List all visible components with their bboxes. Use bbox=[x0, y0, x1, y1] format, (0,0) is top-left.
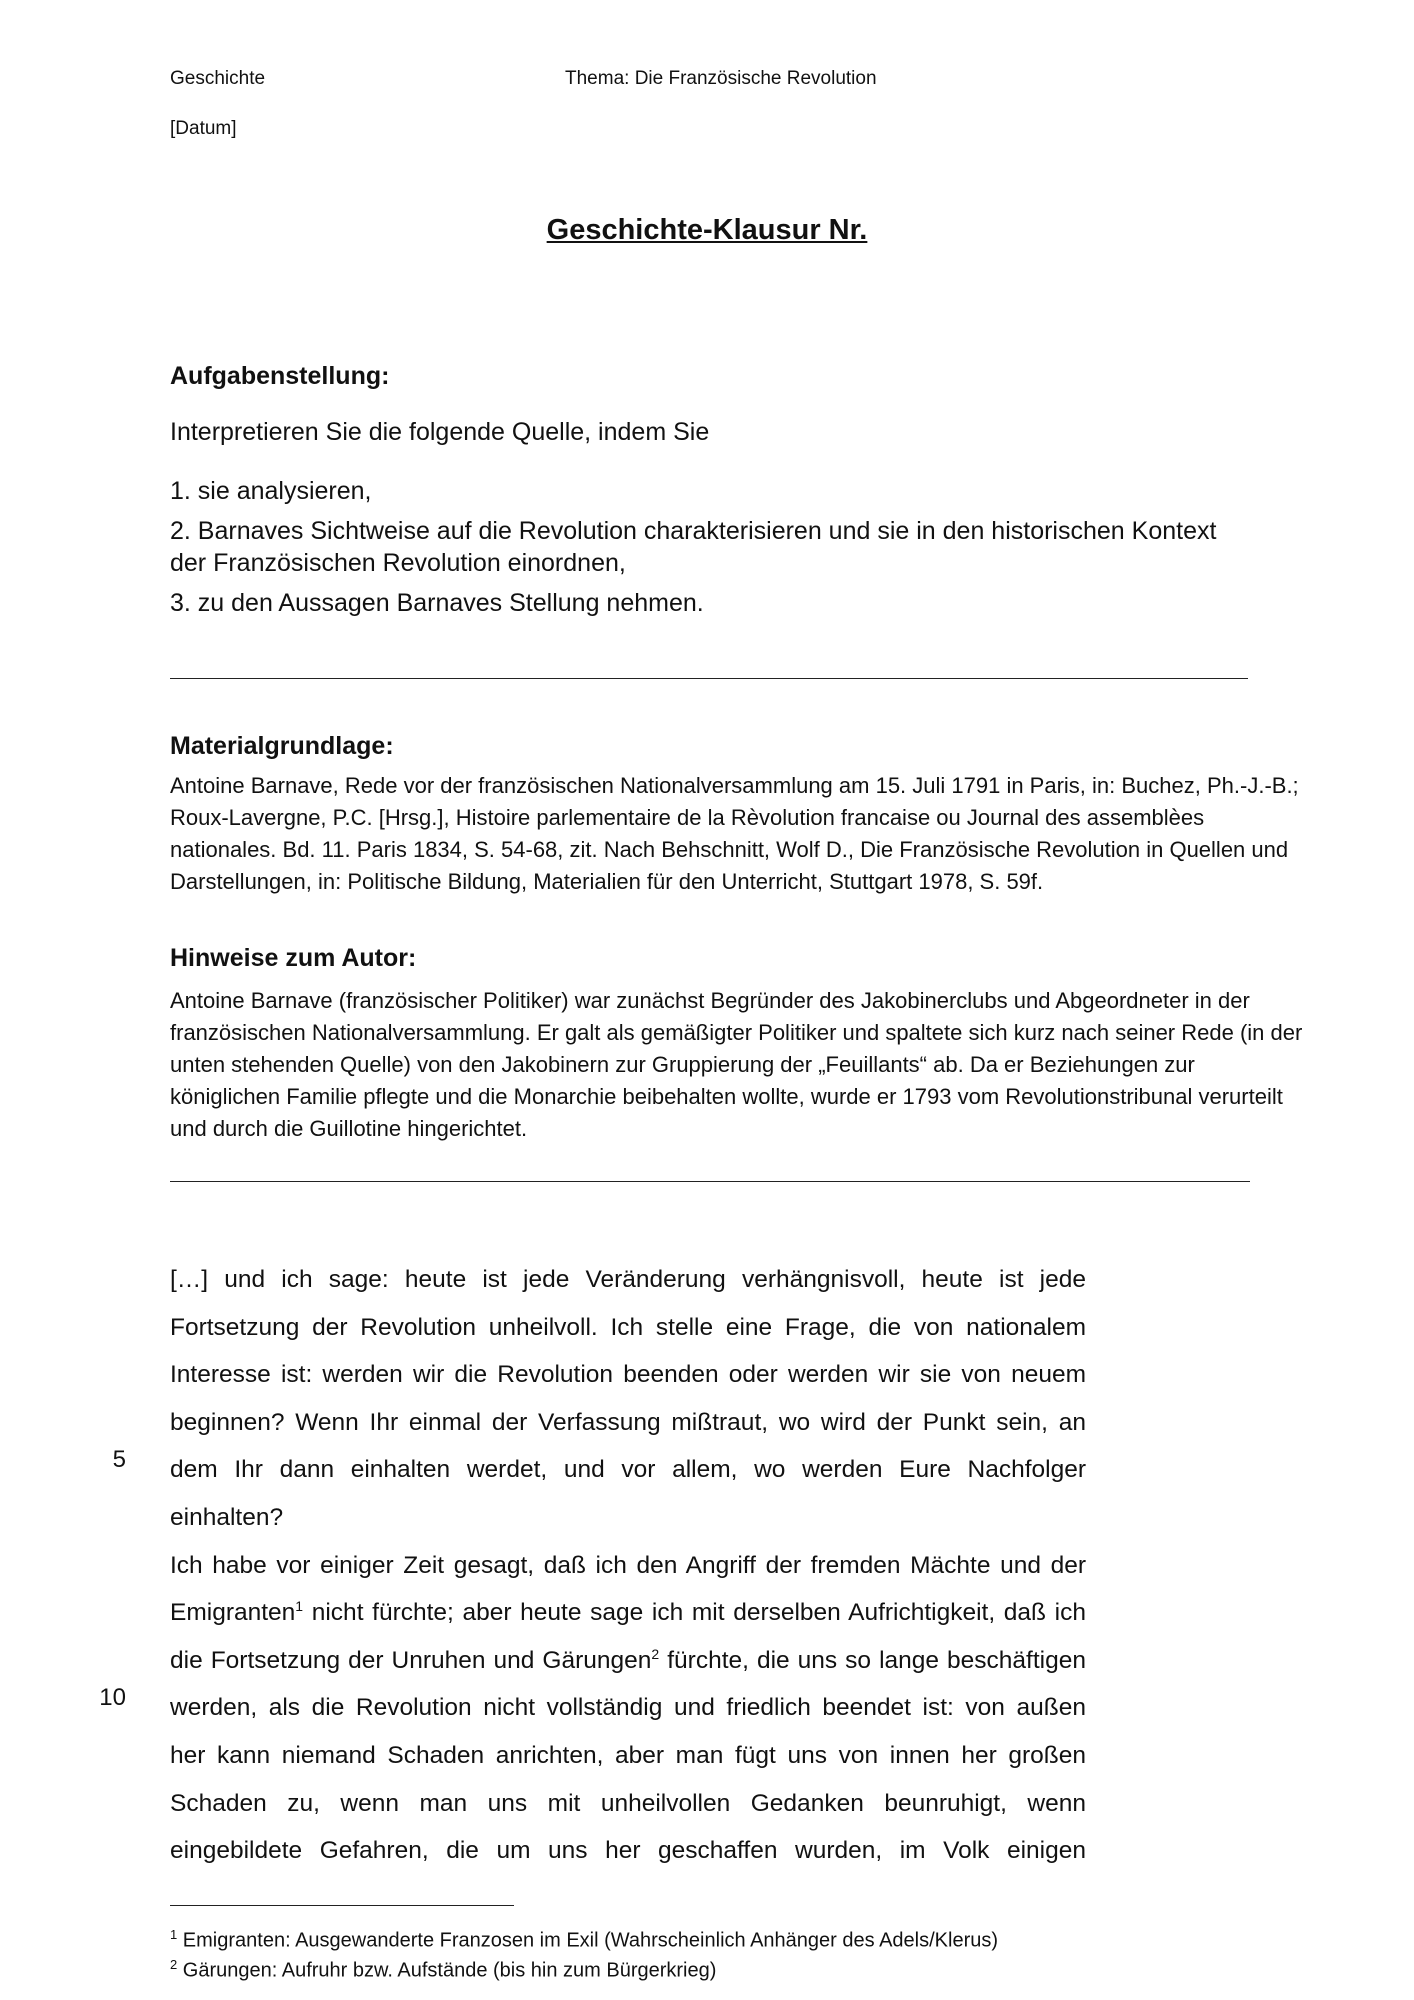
task-item-2: 2. Barnaves Sichtweise auf die Revolution charakterisieren und sie in den historischen Kontext der Französischen Revolution einordnen, bbox=[170, 517, 1217, 577]
line-number-5: 5 bbox=[112, 1446, 126, 1473]
footnote-mark-2: 2 bbox=[651, 1645, 660, 1662]
author-text: Antoine Barnave (französischer Politiker) war zunächst Begründer des Jakobinerclubs und Abgeordneter in der französischen Nationalversammlung. Er galt als gemäßigter Politiker und spaltete sich kurz nach seiner Rede (in der unten stehenden Quelle) von den Jakobinern zur Gruppierung der „Feuillants“ ab. Da er Beziehungen zur königlichen Familie pflegte und die Monarchie beibehalten wollte, wurde er 1793 vom Revolutionstribunal verurteilt und durch die Guillotine hingerichtet. bbox=[170, 988, 1303, 1141]
source-line: einhalten? bbox=[170, 1503, 284, 1531]
source-text bbox=[170, 1256, 1086, 1875]
source-line: werden, als die Revolution nicht vollständig und friedlich beendet ist: von außen bbox=[170, 1694, 1086, 1722]
source-line bbox=[170, 1589, 1086, 1637]
material-text: Antoine Barnave, Rede vor der französischen Nationalversammlung am 15. Juli 1791 in Paris, in: Buchez, Ph.-J.-B.; Roux-Lavergne, P.C. [Hrsg.], Histoire parlementaire de la Rèvolution francaise ou Journal des assemblèes nationales. Bd. 11. Paris 1834, S. 54-68, zit. Nach Behschnitt, Wolf D., Die Französische Revolution in Quellen und Darstellungen, in: Politische Bildung, Materialien für den Unterricht, Stuttgart 1978, S. 59f. bbox=[170, 773, 1299, 894]
source-line: beginnen? Wenn Ihr einmal der Verfassung mißtraut, wo wird der Punkt sein, an bbox=[170, 1408, 1086, 1436]
header-topic: Thema: Die Französische Revolution bbox=[565, 68, 877, 89]
footnote-mark-1: 1 bbox=[295, 1598, 304, 1614]
footnote-1-text: Emigranten: Ausgewanderte Franzosen im Exil (Wahrscheinlich Anhänger des Adels/Klerus) bbox=[177, 1929, 999, 1952]
source-line: her kann niemand Schaden anrichten, aber man fügt uns von innen her großen bbox=[170, 1741, 1086, 1769]
author-heading: Hinweise zum Autor: bbox=[170, 944, 417, 972]
task-item-3: 3. zu den Aussagen Barnaves Stellung nehmen. bbox=[170, 589, 704, 617]
task-heading: Aufgabenstellung: bbox=[170, 362, 390, 390]
line-number-10: 10 bbox=[99, 1684, 126, 1711]
footnote-divider bbox=[170, 1905, 514, 1906]
source-line-part: die Fortsetzung der Unruhen und Gärungen bbox=[170, 1646, 652, 1674]
source-line: Fortsetzung der Revolution unheilvoll. Ich stelle eine Frage, die von nationalem bbox=[170, 1313, 1086, 1341]
source-line: Schaden zu, wenn man uns mit unheilvollen Gedanken beunruhigt, wenn bbox=[170, 1789, 1086, 1817]
material-heading: Materialgrundlage: bbox=[170, 732, 394, 760]
header-date: [Datum] bbox=[170, 118, 237, 139]
footnote-2-text: Gärungen: Aufruhr bzw. Aufstände (bis hin zum Bürgerkrieg) bbox=[177, 1959, 717, 1982]
source-line: eingebildete Gefahren, die um uns her geschaffen wurden, im Volk einigen bbox=[170, 1837, 1086, 1865]
source-line: […] und ich sage: heute ist jede Veränderung verhängnisvoll, heute ist jede bbox=[170, 1266, 1086, 1293]
task-intro: Interpretieren Sie die folgende Quelle, indem Sie bbox=[170, 418, 710, 446]
task-list bbox=[170, 475, 1220, 627]
divider-1 bbox=[170, 678, 1248, 679]
source-line-part: nicht fürchte; aber heute sage ich mit derselben Aufrichtigkeit, daß ich bbox=[303, 1599, 1086, 1627]
footnote-2 bbox=[170, 1952, 716, 1984]
source-line-part: fürchte, die uns so lange beschäftigen bbox=[659, 1646, 1086, 1674]
footnote-1-mark: 1 bbox=[170, 1927, 178, 1942]
source-line: Interesse ist: werden wir die Revolution beenden oder werden wir sie von neuem bbox=[170, 1361, 1086, 1389]
source-line-part: Emigranten bbox=[170, 1599, 296, 1627]
source-line bbox=[170, 1637, 1086, 1685]
source-line: dem Ihr dann einhalten werdet, und vor allem, wo werden Eure Nachfolger bbox=[170, 1456, 1086, 1484]
header-subject: Geschichte bbox=[170, 68, 266, 89]
source-line: Ich habe vor einiger Zeit gesagt, daß ich den Angriff der fremden Mächte und der bbox=[170, 1551, 1086, 1579]
footnote-1 bbox=[170, 1922, 998, 1954]
page-title: Geschichte-Klausur Nr. bbox=[546, 214, 868, 246]
task-item-1: 1. sie analysieren, bbox=[170, 477, 372, 505]
footnote-2-mark: 2 bbox=[170, 1957, 178, 1972]
divider-2 bbox=[170, 1181, 1250, 1182]
